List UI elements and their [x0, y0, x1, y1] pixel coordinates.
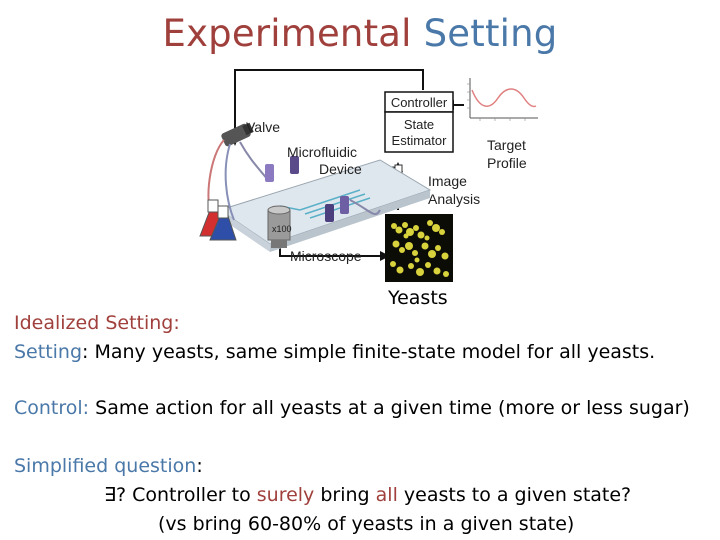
target-profile-label-2: Profile	[487, 155, 527, 171]
question-part-3: yeasts to a given state?	[397, 484, 632, 506]
question-part-1: ∃? Controller to	[104, 484, 257, 506]
objective-label: x100	[272, 224, 292, 234]
image-analysis-label-2: Analysis	[428, 191, 481, 207]
setting-line	[14, 341, 655, 363]
simplified-question-line	[14, 455, 203, 477]
microscope-label: Microscope	[290, 248, 362, 264]
experimental-setup-diagram	[180, 60, 550, 310]
question-part-2: bring	[314, 484, 376, 506]
title-word-experimental: Experimental	[162, 12, 412, 55]
question-surely: surely	[256, 484, 315, 506]
control-description: Same action for all yeasts at a given time (more or less sugar)	[89, 397, 690, 419]
valve-label: Valve	[246, 119, 280, 135]
controller-label: Controller	[390, 95, 448, 110]
question-all: all	[375, 484, 398, 506]
control-label: Control:	[14, 397, 90, 419]
setting-description: : Many yeasts, same simple finite-state model for all yeasts.	[82, 341, 656, 363]
image-analysis-label-1: Image	[428, 173, 467, 189]
yeasts-caption: Yeasts	[388, 287, 448, 309]
page-title	[0, 12, 720, 55]
setting-label: Setting	[14, 341, 83, 363]
simplified-question-label: Simplified question	[14, 455, 197, 477]
target-profile-label-1: Target	[487, 137, 526, 153]
state-estimator-label-1: State	[403, 117, 435, 132]
control-line	[14, 397, 690, 419]
simplified-colon: :	[196, 455, 203, 477]
vs-line: (vs bring 60-80% of yeasts in a given state)	[158, 513, 575, 535]
state-estimator-label-2: Estimator	[391, 133, 447, 148]
question-line	[104, 484, 631, 506]
microfluidic-label-1: Microfluidic	[287, 144, 358, 160]
microfluidic-label-2: Device	[319, 161, 362, 177]
idealized-setting-heading: Idealized Setting:	[14, 312, 180, 334]
title-word-setting: Setting	[423, 12, 558, 55]
target-profile-plot	[467, 78, 538, 121]
yeast-image	[385, 214, 453, 282]
